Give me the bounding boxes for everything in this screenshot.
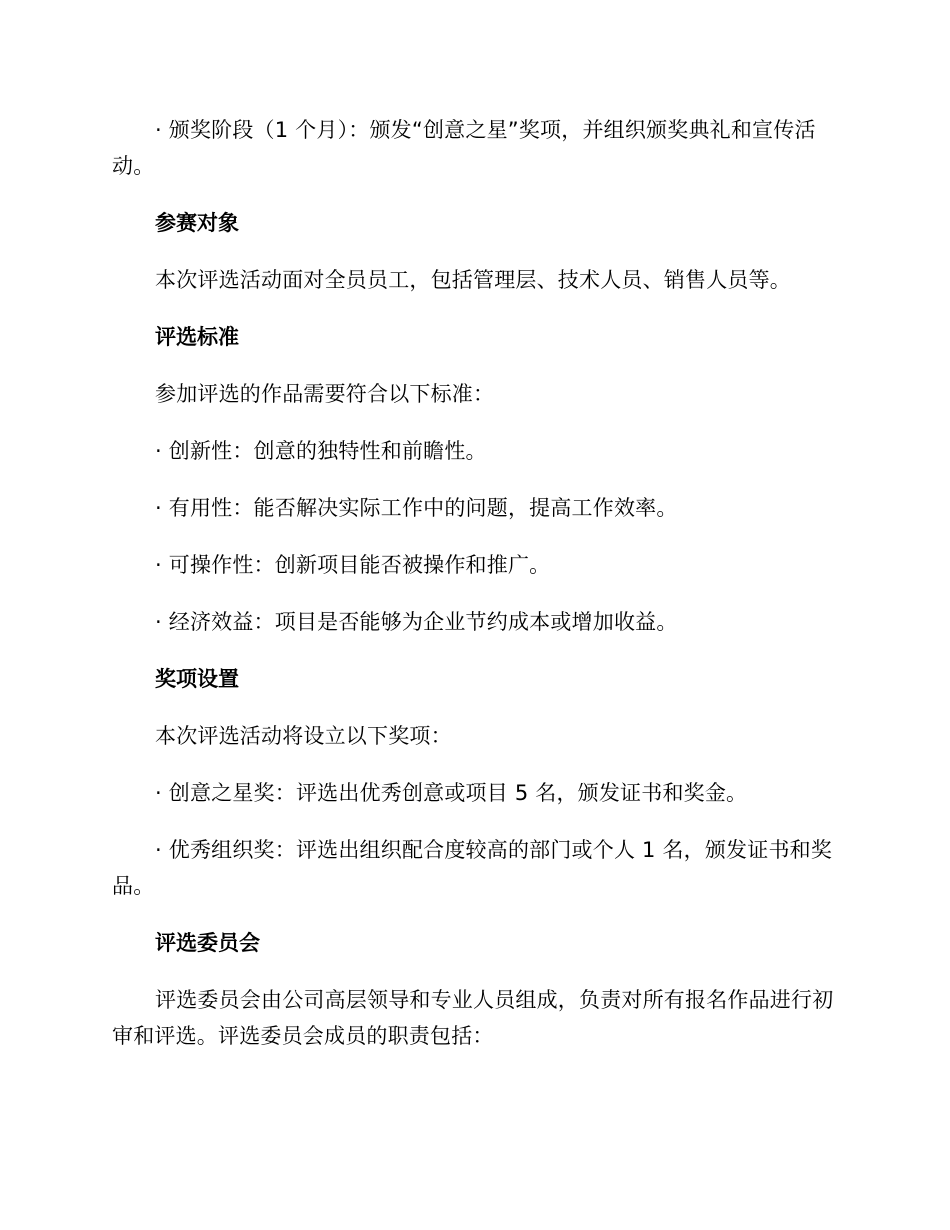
heading-committee: 评选委员会 xyxy=(155,931,260,955)
heading-criteria: 评选标准 xyxy=(155,325,239,349)
awards-intro: 本次评选活动将设立以下奖项： xyxy=(155,724,452,748)
participants-paragraph: 本次评选活动面对全员员工，包括管理层、技术人员、销售人员等。 xyxy=(155,268,791,292)
criteria-item-economic-benefit: · 经济效益：项目是否能够为企业节约成本或增加收益。 xyxy=(155,610,678,634)
award-stage-item: · 颁奖阶段（1 个月）：颁发“创意之星”奖项，并组织颁奖典礼和宣传活动。 xyxy=(112,118,816,178)
criteria-item-innovation: · 创新性：创意的独特性和前瞻性。 xyxy=(155,439,487,463)
criteria-intro: 参加评选的作品需要符合以下标准： xyxy=(155,382,495,406)
committee-paragraph: 评选委员会由公司高层领导和专业人员组成，负责对所有报名作品进行初审和评选。评选委员会成员的职责包括： xyxy=(112,988,834,1048)
criteria-item-usefulness: · 有用性：能否解决实际工作中的问题，提高工作效率。 xyxy=(155,496,678,520)
award-item-organization: · 优秀组织奖：评选出组织配合度较高的部门或个人 1 名，颁发证书和奖品。 xyxy=(112,838,833,898)
heading-participants: 参赛对象 xyxy=(155,211,239,235)
heading-awards: 奖项设置 xyxy=(155,667,239,691)
document-body xyxy=(112,112,838,1075)
award-item-creative-star: · 创意之星奖：评选出优秀创意或项目 5 名，颁发证书和奖金。 xyxy=(155,781,748,805)
criteria-item-operability: · 可操作性：创新项目能否被操作和推广。 xyxy=(155,553,551,577)
